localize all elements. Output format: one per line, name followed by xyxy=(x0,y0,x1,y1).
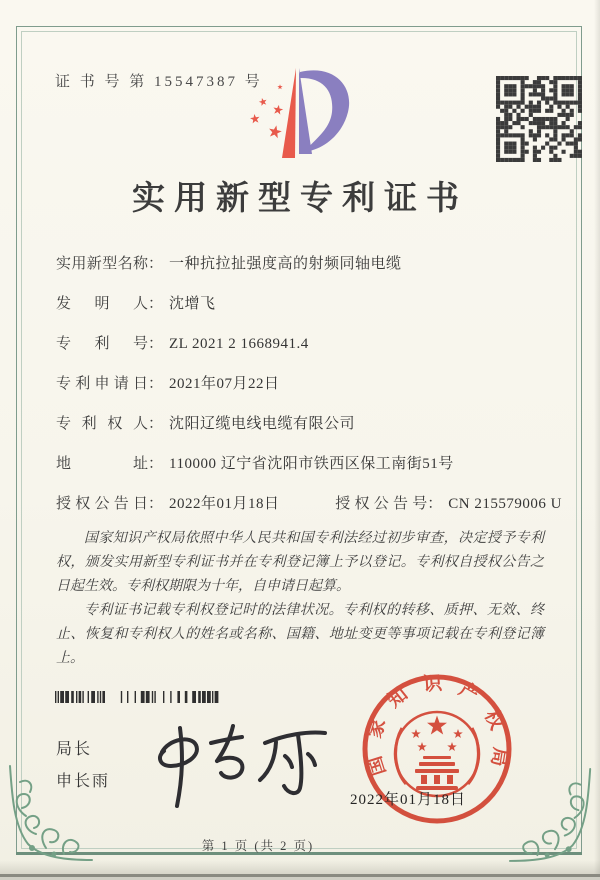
field-label: 实用新型名称 xyxy=(56,256,148,272)
grant-date-value: 2022年01月18日 xyxy=(169,496,280,512)
seal-date: 2022年01月18日 xyxy=(350,792,467,808)
corner-flourish-right-icon xyxy=(508,762,598,866)
certificate-number: 证 书 号 第 15547387 号 xyxy=(55,74,263,90)
director-title: 局长 xyxy=(56,741,93,758)
director-name: 申长雨 xyxy=(56,773,111,790)
field-label: 地址 xyxy=(56,456,148,472)
grant-no-value: CN 215579006 U xyxy=(448,496,562,512)
director-signature-icon xyxy=(145,718,343,820)
scan-edge-shadow xyxy=(0,860,600,874)
seal-ring-text: 国家知识产权局 xyxy=(364,673,511,778)
grant-no-group: 授权公告号： CN 215579006 U xyxy=(335,496,562,512)
field-row-patent-no: 专利号： ZL 2021 2 1668941.4 xyxy=(56,336,309,352)
official-seal-icon xyxy=(346,658,528,840)
field-value: ZL 2021 2 1668941.4 xyxy=(169,336,309,352)
field-label: 专利申请日 xyxy=(56,376,148,392)
field-value: 2021年07月22日 xyxy=(169,376,280,392)
page-title: 实用新型专利证书 xyxy=(132,181,468,217)
field-label: 专利号 xyxy=(56,336,148,352)
legal-paragraph-2: 专利证书记载专利权登记时的法律状况。专利权的转移、质押、无效、终止、恢复和专利权人的姓名或名称、国籍、地址变更等事项记载在专利登记簿上。 xyxy=(56,603,544,667)
legal-text xyxy=(56,527,544,671)
field-label: 专利权人 xyxy=(56,416,148,432)
field-value: 一种抗拉扯强度高的射频同轴电缆 xyxy=(169,256,402,272)
field-label: 发明人 xyxy=(56,296,148,312)
field-value: 沈增飞 xyxy=(169,296,216,312)
scan-edge-right xyxy=(594,0,600,880)
field-value: 沈阳辽缆电线电缆有限公司 xyxy=(169,416,356,432)
field-value: 110000 辽宁省沈阳市铁西区保工南街51号 xyxy=(169,456,454,472)
qr-code-icon xyxy=(496,76,582,162)
grant-date-group: 授权公告日： 2022年01月18日 xyxy=(56,496,280,512)
field-list xyxy=(56,254,556,494)
field-row-patentee: 专利权人： 沈阳辽缆电线电缆有限公司 xyxy=(56,416,356,432)
page-footer: 第 1 页 (共 2 页) xyxy=(201,839,315,853)
cnipa-logo-icon xyxy=(238,62,368,174)
field-row-inventor: 发明人： 沈增飞 xyxy=(56,296,216,312)
grant-row xyxy=(56,494,562,514)
legal-paragraph-1: 国家知识产权局依照中华人民共和国专利法经过初步审查，决定授予专利权，颁发实用新型专利证书并在专利登记簿上予以登记。专利权自授权公告之日起生效。专利权期限为十年，自申请日起算。 xyxy=(56,531,544,595)
field-row-filing-date: 专利申请日： 2021年07月22日 xyxy=(56,376,280,392)
field-label: 授权公告号 xyxy=(335,496,428,512)
field-label: 授权公告日 xyxy=(56,496,148,512)
field-row-name: 实用新型名称： 一种抗拉扯强度高的射频同轴电缆 xyxy=(56,256,402,272)
field-row-address: 地址： 110000 辽宁省沈阳市铁西区保工南街51号 xyxy=(56,456,454,472)
barcode-icon xyxy=(55,690,219,702)
